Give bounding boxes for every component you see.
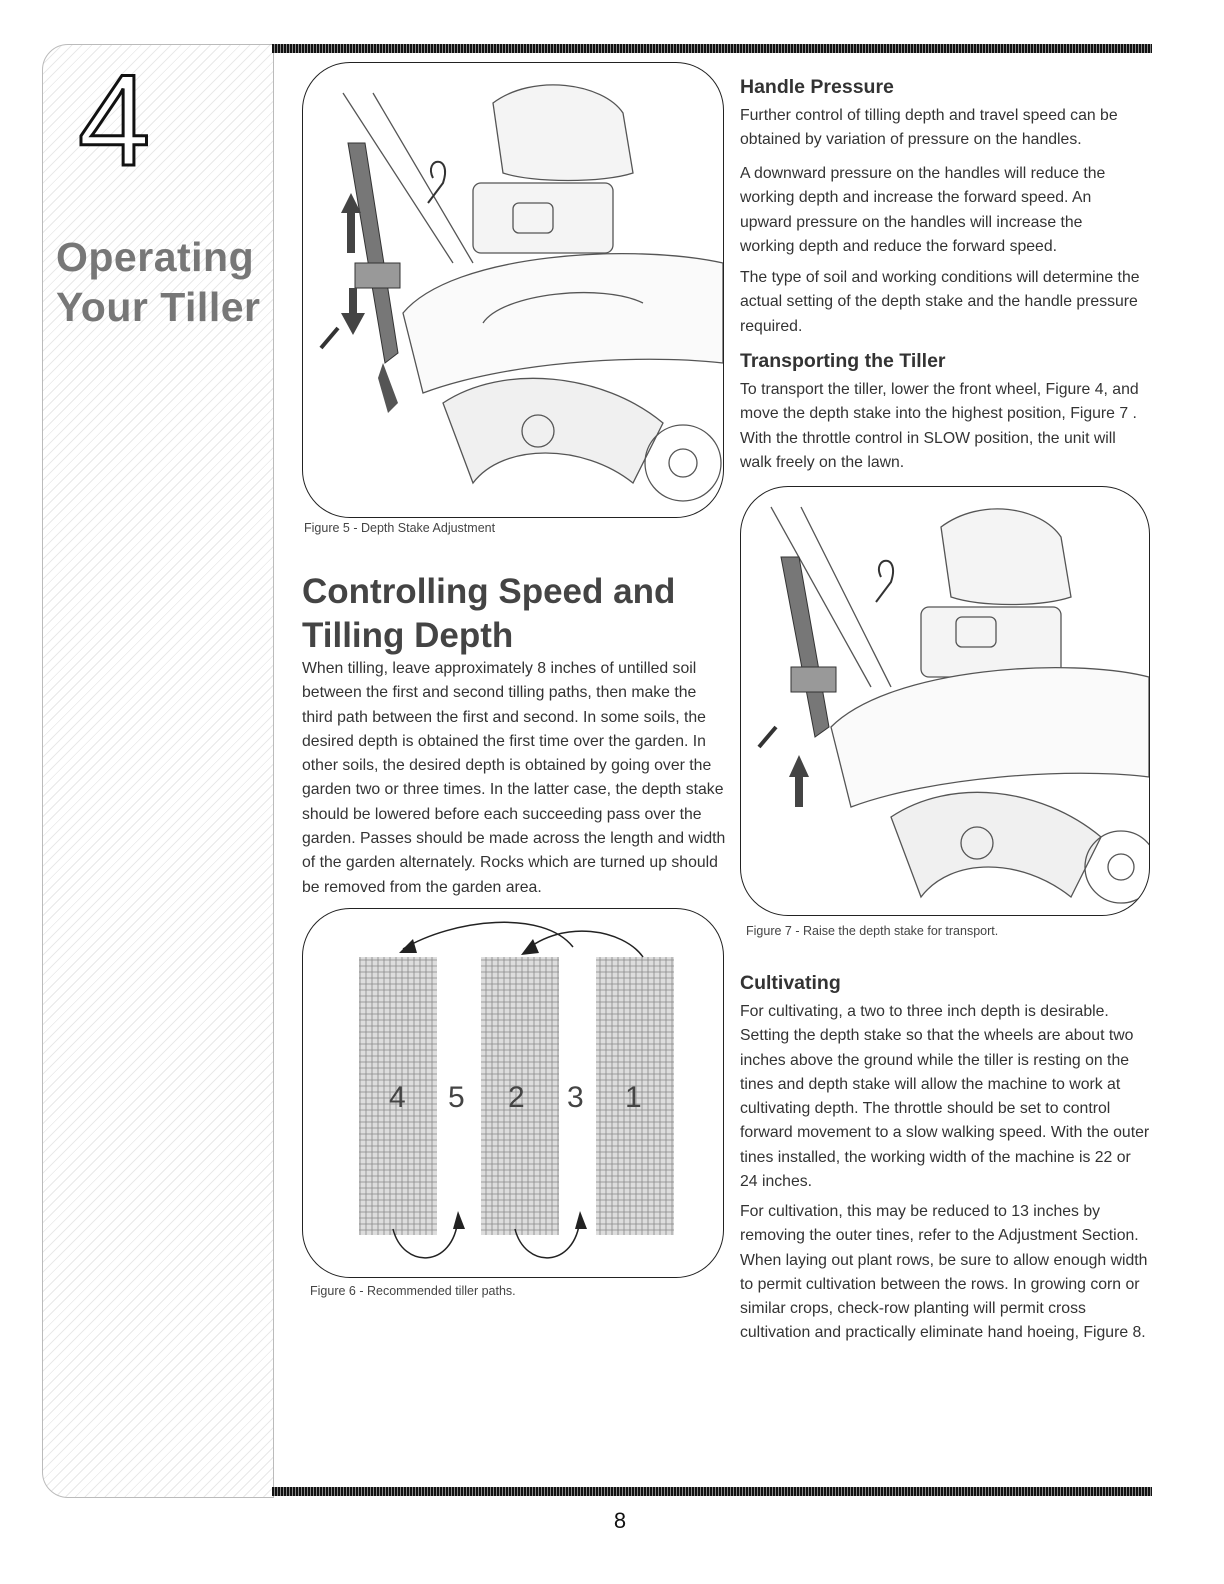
transporting-p1: To transport the tiller, lower the front wheel, Figure 4, and move the depth stake into the highest position, Figure 7 . With the throttle control in SLOW position, the unit will walk freely on the lawn. (740, 381, 1139, 471)
section-title-line2: Tilling Depth (302, 616, 514, 655)
chapter-number: 4 (78, 47, 151, 193)
handle-pressure-p3: The type of soil and working conditions will determine the actual setting of the depth stake and the handle pressure required. (740, 269, 1140, 335)
path-label-1: 1 (625, 1081, 642, 1114)
figure-6-caption: Figure 6 - Recommended tiller paths. (310, 1284, 516, 1298)
tiller-illustration (303, 63, 723, 517)
figure-7-transport (740, 486, 1150, 916)
chapter-title-line1: Operating (56, 234, 255, 280)
cultivating-p1: For cultivating, a two to three inch depth is desirable. Setting the depth stake so that the wheels are about two inches above the ground while the tiller is resting on the tines and depth stake will allow the machine to work at cultivating depth. The throttle should be set to control forward movement to a slow walking speed. With the outer tines installed, the working width of the machine is 22 or 24 inches. (740, 1003, 1150, 1191)
controlling-speed-paragraph: When tilling, leave approximately 8 inches of untilled soil between the first and second tilling paths, then make the third path between the first and second. In some soils, the desired depth is obtained the first time over the garden. In other soils, the desired depth is obtained by going over the garden two or three times. In the latter case, the depth stake should be lowered before each succeeding pass over the garden. Passes should be made across the length and width of the garden alternately. Rocks which are turned up should be removed from the garden area. (302, 660, 726, 896)
figure-5-caption: Figure 5 - Depth Stake Adjustment (304, 521, 496, 535)
chapter-title-line2: Your Tiller (56, 284, 261, 330)
handle-pressure-p2: A downward pressure on the handles will reduce the working depth and increase the forward speed. An upward pressure on the handles will increase the working depth and reduce the forward speed. (740, 165, 1106, 255)
chapter-title (56, 232, 266, 332)
section-title (302, 570, 722, 658)
top-rule (272, 44, 1152, 53)
path-label-3: 3 (567, 1081, 584, 1114)
path-label-2: 2 (508, 1081, 525, 1114)
section-title-line1: Controlling Speed and (302, 572, 676, 611)
cultivating-heading: Cultivating (740, 972, 841, 994)
bottom-rule (272, 1487, 1152, 1496)
figure-7-caption: Figure 7 - Raise the depth stake for transport. (746, 924, 999, 938)
figure-6-tiller-paths (302, 908, 724, 1278)
cultivating-p2: For cultivation, this may be reduced to 13 inches by removing the outer tines, refer to the Adjustment Section. When laying out plant rows, be sure to allow enough width to permit cultivation between the rows. In growing corn or similar crops, check-row planting will permit cross cultivation and practically eliminate hand hoeing, Figure 8. (740, 1203, 1148, 1342)
path-label-5: 5 (448, 1081, 465, 1114)
tiller-paths-diagram (303, 909, 723, 1277)
figure-5-depth-stake (302, 62, 724, 518)
handle-pressure-p1: Further control of tilling depth and travel speed can be obtained by variation of pressure on the handles. (740, 107, 1118, 149)
tiller-transport-illustration (741, 487, 1149, 915)
page-number: 8 (613, 1508, 627, 1533)
handle-pressure-heading: Handle Pressure (740, 76, 894, 98)
path-label-4: 4 (389, 1081, 406, 1114)
transporting-heading: Transporting the Tiller (740, 350, 946, 372)
